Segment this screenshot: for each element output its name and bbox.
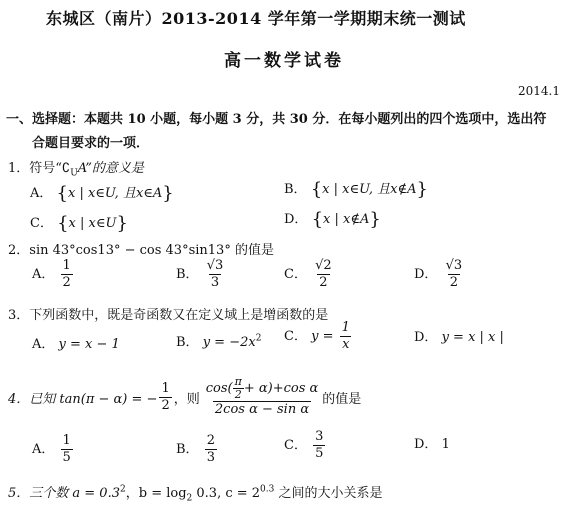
- q1-stem-rest: A”的意义是: [77, 161, 144, 176]
- q1-stem-sub: U: [70, 168, 78, 179]
- q1-option-b-text: x | x∈U, 且x∉A: [322, 182, 417, 197]
- q3-option-c-label: C．: [284, 329, 307, 344]
- q4-stem-post: 的值是: [322, 391, 362, 407]
- q4-option-c[interactable]: [284, 429, 327, 462]
- question-3-stem: 3．下列函数中，既是奇函数又在定义域上是增函数的是: [8, 308, 329, 323]
- q4-option-d[interactable]: [414, 433, 450, 452]
- q4-c-numerator: 3: [315, 429, 324, 444]
- q3-c-denominator: x: [342, 337, 350, 352]
- q3-option-a-text: y = x − 1: [58, 337, 120, 352]
- q5-sup-a: 2: [120, 484, 126, 495]
- q3-option-d-label: D．: [414, 330, 438, 345]
- q1-option-a[interactable]: A． {x | x∈U, 且x∈A}: [30, 183, 174, 204]
- q3-c-numerator: 1: [341, 320, 350, 335]
- q5-stem-mid: ，b = log: [125, 486, 187, 501]
- q3-option-c[interactable]: [284, 320, 354, 353]
- q4-option-b[interactable]: [176, 433, 219, 466]
- q2-a-numerator: 1: [62, 258, 71, 273]
- q5-stem-mid2: 0.3, c = 2: [192, 486, 261, 501]
- section-instructions-line1: 一、选择题：本题共 10 小题，每小题 3 分，共 30 分．在每小题列出的四个选项中，选出符: [6, 112, 547, 127]
- question-5-stem: [8, 482, 383, 504]
- q2-option-b[interactable]: [176, 258, 227, 291]
- q2-option-c-label: C．: [284, 267, 307, 282]
- q1-option-d-text: x | x∉A: [323, 212, 370, 227]
- q4-big-numerator-pre: cos(: [205, 380, 233, 396]
- q4-option-a-label: A．: [32, 442, 55, 457]
- q4-c-denominator: 5: [315, 446, 324, 461]
- q3-option-b[interactable]: [176, 331, 261, 350]
- q4-option-a[interactable]: [32, 433, 75, 466]
- question-2-stem: 2．sin 43°cos13° − cos 43°sin13° 的值是: [8, 243, 274, 258]
- q4-stem-numerator: 1: [161, 380, 170, 396]
- q5-sup-c: 0.3: [260, 484, 275, 495]
- q2-option-c[interactable]: [284, 258, 336, 291]
- q1-option-a-label: A．: [30, 186, 53, 201]
- q2-a-denominator: 2: [62, 275, 71, 290]
- q3-option-b-text: y = −2x: [202, 335, 256, 350]
- q3-option-b-label: B．: [176, 335, 199, 350]
- question-1-stem: [8, 157, 144, 179]
- q2-c-denominator: 2: [319, 275, 328, 290]
- exam-subtitle: 高一数学试卷: [224, 51, 344, 71]
- q4-option-d-label: D．: [414, 437, 438, 452]
- q1-option-d-label: D．: [284, 212, 308, 227]
- q4-b-numerator: 2: [206, 433, 215, 448]
- q5-stem-prefix: 5．三个数 a = 0.3: [8, 486, 120, 501]
- q1-option-d[interactable]: D． {x | x∉A}: [284, 209, 381, 230]
- q3-option-d[interactable]: [414, 326, 504, 345]
- q1-option-a-text: x | x∈U, 且x∈A: [67, 186, 163, 201]
- q1-option-c-text: x | x∈U: [68, 216, 117, 231]
- q4-stem-mid: ，则: [173, 391, 200, 407]
- exam-date: 2014.1: [518, 84, 560, 98]
- q2-option-a[interactable]: [32, 258, 75, 291]
- q3-option-a[interactable]: [32, 333, 120, 352]
- q1-option-c-label: C．: [30, 216, 53, 231]
- q4-option-b-label: B．: [176, 442, 199, 457]
- q4-big-denominator: 2cos α − sin α: [214, 402, 310, 417]
- q1-stem-text: 1．符号“∁: [8, 161, 71, 176]
- section-instructions-line2: 合题目要求的一项．: [32, 136, 150, 151]
- q4-a-denominator: 5: [62, 450, 71, 465]
- q4-option-c-label: C．: [284, 438, 307, 453]
- q2-c-numerator: √2: [315, 258, 332, 273]
- q4-option-d-text: 1: [441, 437, 450, 452]
- q3-option-a-label: A．: [32, 337, 55, 352]
- q2-option-a-label: A．: [32, 267, 55, 282]
- q2-option-b-label: B．: [176, 267, 199, 282]
- q1-option-b-label: B．: [284, 182, 307, 197]
- q5-log-base: 2: [186, 493, 193, 504]
- q4-pi: π: [234, 375, 242, 388]
- q4-stem-denominator: 2: [161, 397, 170, 413]
- q5-stem-post: 之间的大小关系是: [274, 486, 383, 501]
- q2-d-numerator: √3: [445, 258, 463, 273]
- q2-option-d[interactable]: [414, 258, 466, 291]
- q2-b-denominator: 3: [210, 275, 220, 290]
- q3-option-c-prefix: y =: [311, 329, 334, 344]
- q1-option-b[interactable]: B． {x | x∈U, 且x∉A}: [284, 179, 428, 200]
- q2-d-denominator: 2: [449, 275, 458, 290]
- q4-a-numerator: 1: [62, 433, 71, 448]
- question-4-stem: [8, 376, 361, 418]
- q3-option-b-exponent: 2: [255, 333, 262, 344]
- q4-pi-denominator: 2: [234, 388, 242, 401]
- q3-option-d-text: y = x | x |: [441, 330, 504, 345]
- exam-title: 东城区（南片）2013-2014 学年第一学期期末统一测试: [46, 9, 466, 28]
- q1-option-c[interactable]: C． {x | x∈U}: [30, 213, 128, 234]
- q4-big-numerator-post: + α)+cos α: [243, 380, 319, 396]
- q2-option-d-label: D．: [414, 267, 438, 282]
- q4-stem-prefix: 4．已知 tan(π − α) = −: [8, 391, 158, 407]
- q2-b-numerator: √3: [206, 258, 224, 273]
- q4-b-denominator: 3: [206, 450, 215, 465]
